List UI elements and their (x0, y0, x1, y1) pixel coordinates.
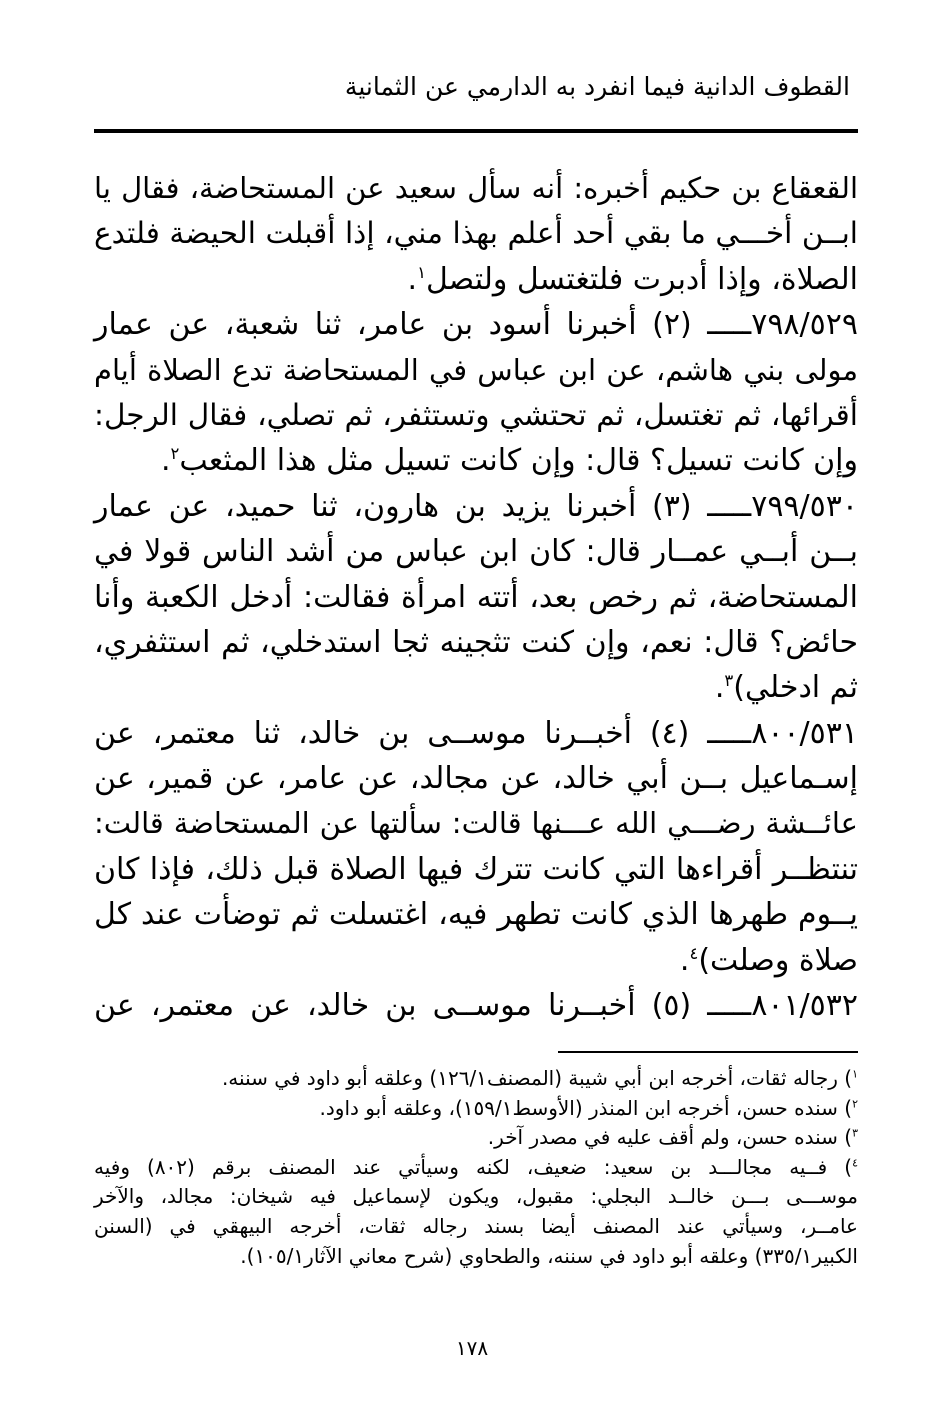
hadith-heading-line: ٧٩٩/٥٣٠ـــــ (٣) أخبرنا يزيد بن هارون، ثنا حميد، عن عمار (94, 488, 858, 524)
text-line: مولى بني هاشم، عن ابن عباس في المستحاضة تدع الصلاة أيام (94, 352, 858, 387)
footnote-text: سنده حسن، أخرجه ابن المنذر (الأوسط١٥٩/١)، وعلقه أبو داود. (319, 1095, 838, 1120)
text-line-content: وإن كانت تسيل؟ قال: وإن كانت تسيل مثل هذا المثعب (179, 443, 858, 479)
footnote-3 (94, 1123, 858, 1153)
footnote-marker: ١ (417, 262, 426, 282)
line-end: . (714, 670, 725, 706)
line-end: . (679, 942, 690, 978)
footnote-4-continued: الكبير٣٣٥/١) وعلقه أبو داود في سننه، والطحاوي (شرح معاني الآثار١٠٥/١). (240, 1243, 858, 1268)
footnote-number: ٣ (852, 1126, 858, 1140)
footnote-number: ٤ (852, 1156, 858, 1170)
footnote-marker: ٢ (170, 444, 180, 464)
hadith-heading-line: ٨٠١/٥٣٢ـــــ (٥) أخبــرنا موســى بن خالد، عن معتمر، عن (94, 988, 858, 1024)
footnote-text: رجاله ثقات، أخرجه ابن أبي شيبة (المصنف١٢٦/١) وعلقه أبو داود في سننه. (221, 1066, 838, 1090)
footnote-paren: ) (844, 1095, 853, 1120)
main-text (94, 166, 858, 1028)
footnote-number: ٢ (852, 1096, 858, 1110)
hadith-heading-line: ٧٩٨/٥٢٩ـــــ (٢) أخبرنا أسود بن عامر، ثنا شعبة، عن عمار (94, 307, 858, 343)
footnote-1 (94, 1064, 858, 1094)
text-line: إسـماعيل بــن أبي خالد، عن مجالد، عن عامر، عن قمير، عن (94, 761, 858, 797)
text-line: حائض؟ قال: نعم، وإن كنت تثجينه ثجا استدخلي، ثم استثفري، (94, 624, 858, 660)
footnote-paren: ) (844, 1125, 853, 1150)
text-line (94, 438, 858, 483)
running-header: القطوف الدانية فيما انفرد به الدارمي عن الثمانية (344, 72, 850, 101)
footnote-text: فــيه مجالـــد بن سعيد: ضعيف، لكنه وسيأتي عند المصنف برقم (٨٠٢) وفيه (94, 1154, 828, 1179)
text-line: المستحاضة، ثم رخص بعد، أتته امرأة فقالت: أدخل الكعبة وأنا (94, 579, 858, 615)
text-line: القعقاع بن حكيم أخبره: أنه سأل سعيد عن المستحاضة، فقال يا (94, 171, 858, 205)
text-line: عائــشة رضـــي الله عـــنها قالت: سألتها عن المستحاضة قالت: (94, 806, 858, 841)
footnote-4-continued: موســـى بـــن خالــد البجلي: مقبول، ويكون لإسماعيل فيه شيخان: مجالد، والآخر (94, 1184, 858, 1209)
footnote-2 (94, 1094, 858, 1124)
footnotes (94, 1064, 858, 1271)
text-line: بــن أبــي عمــار قال: كان ابن عباس من أشد الناس قولا في (94, 534, 858, 570)
text-line (94, 257, 858, 302)
line-end: . (407, 261, 418, 297)
header-rule (94, 129, 858, 133)
line-end: . (160, 443, 171, 479)
text-line: أقرائها، ثم تغتسل، ثم تحتشي وتستثفر، ثم تصلي، فقال الرجل: (94, 397, 858, 432)
text-line: تنتظــر أقراءها التي كانت تترك فيها الصلاة قبل ذلك، فإذا كان (94, 851, 858, 887)
footnote-marker: ٣ (724, 671, 734, 691)
text-line-content: الصلاة، وإذا أدبرت فلتغتسل ولتصل (425, 261, 858, 297)
text-line (94, 938, 858, 983)
text-line-content: ثم ادخلي) (733, 670, 858, 706)
footnote-4 (94, 1153, 858, 1183)
text-line: ابــن أخـــي ما بقي أحد أعلم بهذا مني، إذا أقبلت الحيضة فلتدع (94, 216, 858, 251)
footnote-rule (558, 1051, 858, 1053)
text-line-content: صلاة وصلت) (698, 942, 858, 978)
page-number: ١٧٨ (455, 1336, 489, 1360)
footnote-paren: ) (844, 1154, 853, 1179)
text-line: يــوم طهرها الذي كانت تطهر فيه، اغتسلت ثم توضأت عند كل (94, 897, 858, 933)
footnote-text: سنده حسن، ولم أقف عليه في مصدر آخر. (487, 1125, 838, 1150)
footnote-marker: ٤ (689, 943, 699, 963)
footnote-4-continued: عامــر، وسيأتي عند المصنف أيضا بسند رجاله ثقات، أخرجه البيهقي في (السنن (94, 1213, 858, 1238)
footnote-paren: ) (844, 1066, 853, 1090)
footnote-number: ١ (852, 1067, 858, 1081)
hadith-heading-line: ٨٠٠/٥٣١ـــــ (٤) أخبــرنا موســى بن خالد، ثنا معتمر، عن (94, 715, 858, 751)
text-line (94, 665, 858, 710)
